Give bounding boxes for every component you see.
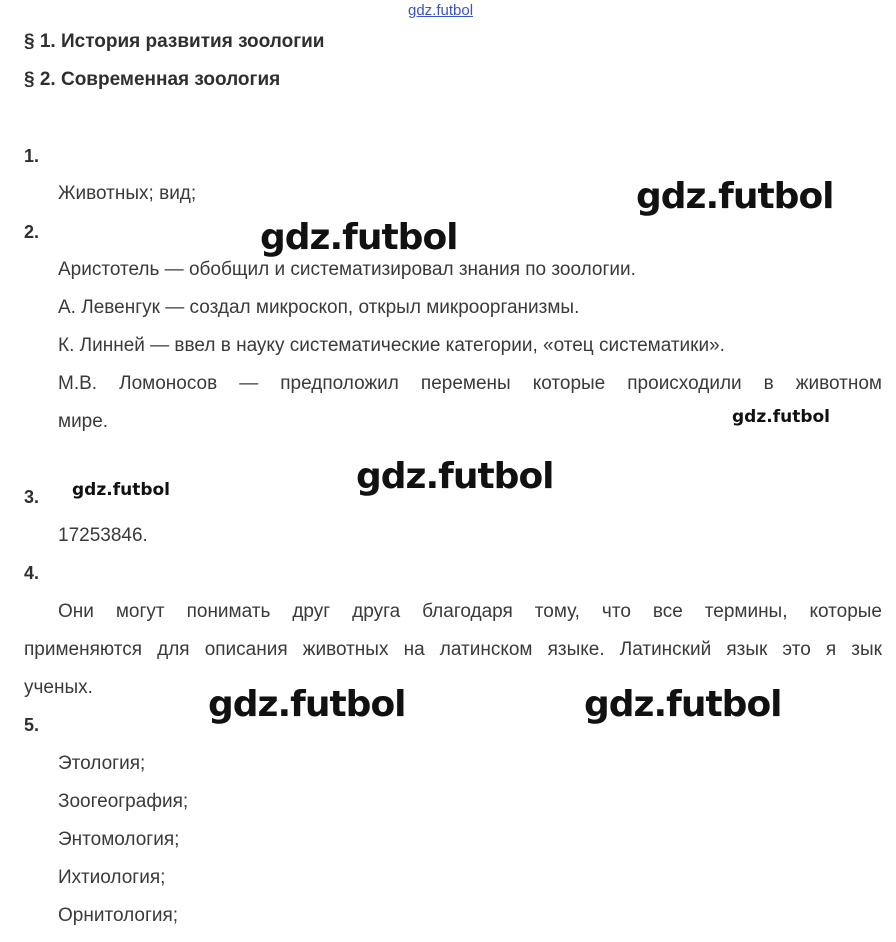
- watermark: gdz.futbol: [208, 684, 406, 725]
- question-2-line: А. Левенгук — создал микроскоп, открыл микроорганизмы.: [58, 297, 580, 318]
- question-1-number: 1.: [24, 146, 40, 166]
- question-5-item: Орнитология;: [58, 905, 179, 926]
- watermark: gdz.futbol: [260, 217, 458, 258]
- question-4-line: ученых.: [24, 677, 93, 698]
- question-2-line: К. Линней — ввел в науку систематические категории, «отец систематики».: [58, 335, 725, 356]
- question-4-number: 4.: [24, 563, 40, 583]
- question-5-item: Этология;: [58, 753, 146, 774]
- watermark: gdz.futbol: [72, 480, 170, 500]
- question-4-line: Они могут понимать друг друга благодаря тому, что все термины, которые: [58, 601, 882, 622]
- question-2-number: 2.: [24, 222, 40, 242]
- watermark: gdz.futbol: [584, 684, 782, 725]
- question-1-answer: Животных; вид;: [58, 183, 197, 204]
- question-5-number: 5.: [24, 715, 40, 735]
- question-2-line: М.В. Ломоносов — предположил перемены которые происходили в животном: [58, 373, 882, 394]
- heading-section-1: § 1. История развития зоологии: [24, 31, 325, 52]
- question-3-number: 3.: [24, 487, 40, 507]
- question-2-line: мире.: [58, 411, 109, 432]
- question-4-line: применяются для описания животных на латинском языке. Латинский язык это я зык: [24, 639, 882, 660]
- watermark: gdz.futbol: [636, 176, 834, 217]
- question-5-item: Зоогеография;: [58, 791, 189, 812]
- heading-section-2: § 2. Современная зоология: [24, 69, 281, 90]
- watermark: gdz.futbol: [356, 456, 554, 497]
- question-2-line: Аристотель — обобщил и систематизировал знания по зоологии.: [58, 259, 636, 280]
- question-3-answer: 17253846.: [58, 525, 148, 546]
- top-watermark-link[interactable]: gdz.futbol: [408, 2, 474, 19]
- question-5-item: Ихтиология;: [58, 867, 166, 888]
- watermark: gdz.futbol: [732, 407, 830, 427]
- question-5-item: Энтомология;: [58, 829, 180, 850]
